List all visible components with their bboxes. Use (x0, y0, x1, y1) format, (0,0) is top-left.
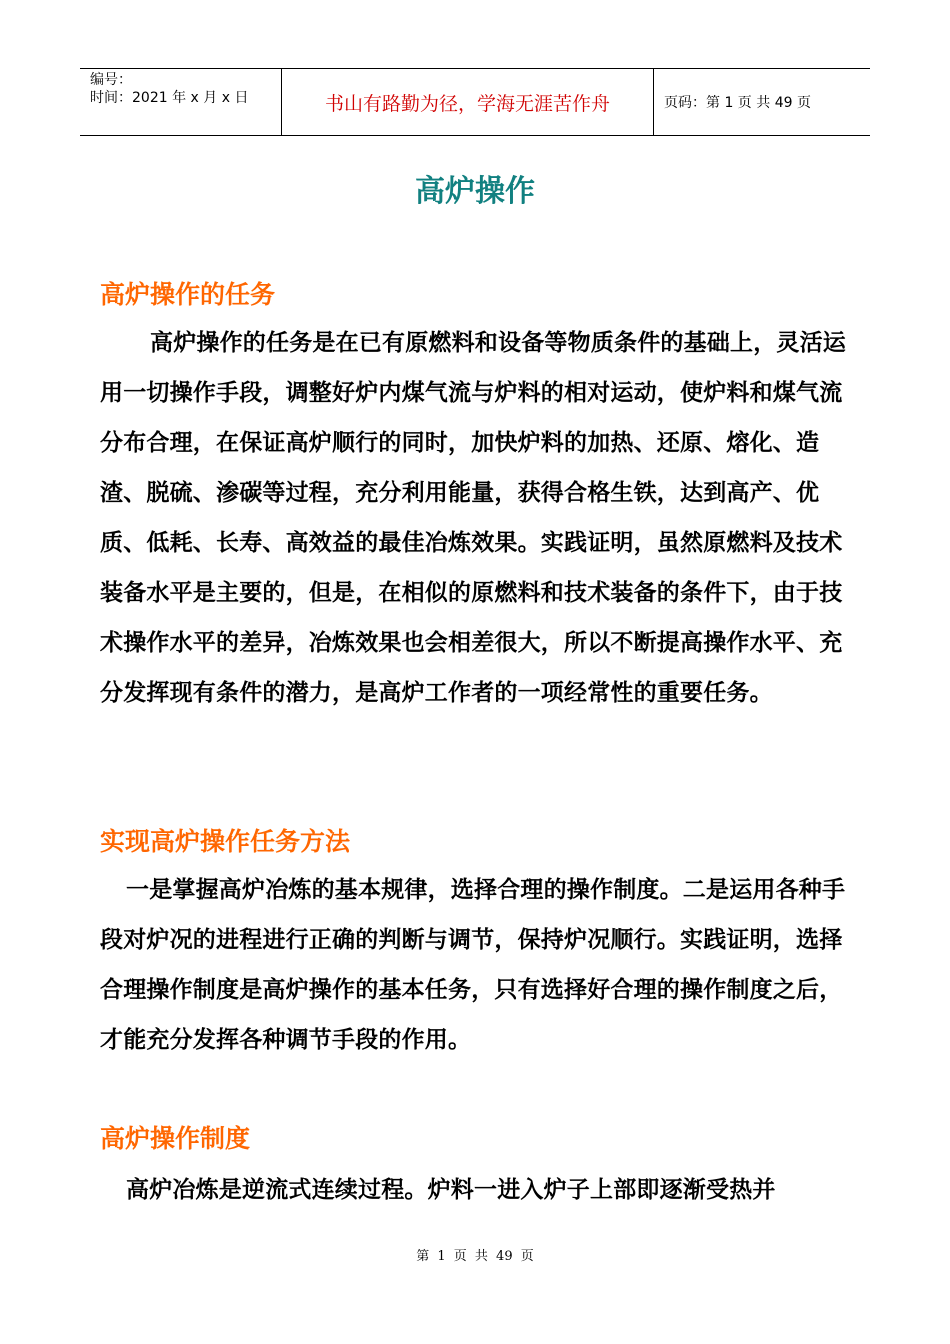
section-body-methods: 一是掌握高炉冶炼的基本规律，选择合理的操作制度。二是运用各种手段对炉况的进程进行正确的判断与调节，保持炉况顺行。实践证明，选择合理操作制度是高炉操作的基本任务，只有选择好合理的操作制度之后，才能充分发挥各种调节手段的作用。 (100, 877, 846, 1053)
header-table (80, 68, 870, 136)
section-body-tasks: 高炉操作的任务是在已有原燃料和设备等物质条件的基础上，灵活运用一切操作手段，调整好炉内煤气流与炉料的相对运动，使炉料和煤气流分布合理，在保证高炉顺行的同时，加快炉料的加热、还原、熔化、造渣、脱硫、渗碳等过程，充分利用能量，获得合格生铁，达到高产、优质、低耗、长寿、高效益的最佳冶炼效果。实践证明，虽然原燃料及技术装备水平是主要的，但是，在相似的原燃料和技术装备的条件下，由于技术操作水平的差异，冶炼效果也会相差很大，所以不断提高操作水平、充分发挥现有条件的潜力，是高炉工作者的一项经常性的重要任务。 (100, 330, 846, 706)
section-heading-methods: 实现高炉操作任务方法 (100, 827, 351, 856)
section-heading-system: 高炉操作制度 (100, 1124, 251, 1153)
header-meta-cell (80, 69, 282, 135)
motto-text: 书山有路勤为径，学海无涯苦作舟 (324, 92, 610, 115)
header-page-cell (654, 69, 870, 135)
time-label: 时间：2021 年 x 月 x 日 (90, 90, 249, 106)
number-label: 编号： (90, 72, 132, 88)
document-title: 高炉操作 (415, 174, 535, 209)
page-footer: 第 1 页 共 49 页 (416, 1249, 534, 1264)
section-heading-tasks: 高炉操作的任务 (100, 280, 276, 309)
header-motto-cell (282, 69, 654, 135)
page-info: 页码：第 1 页 共 49 页 (664, 95, 811, 111)
section-body-system: 高炉冶炼是逆流式连续过程。炉料一进入炉子上部即逐渐受热并 (126, 1177, 776, 1203)
